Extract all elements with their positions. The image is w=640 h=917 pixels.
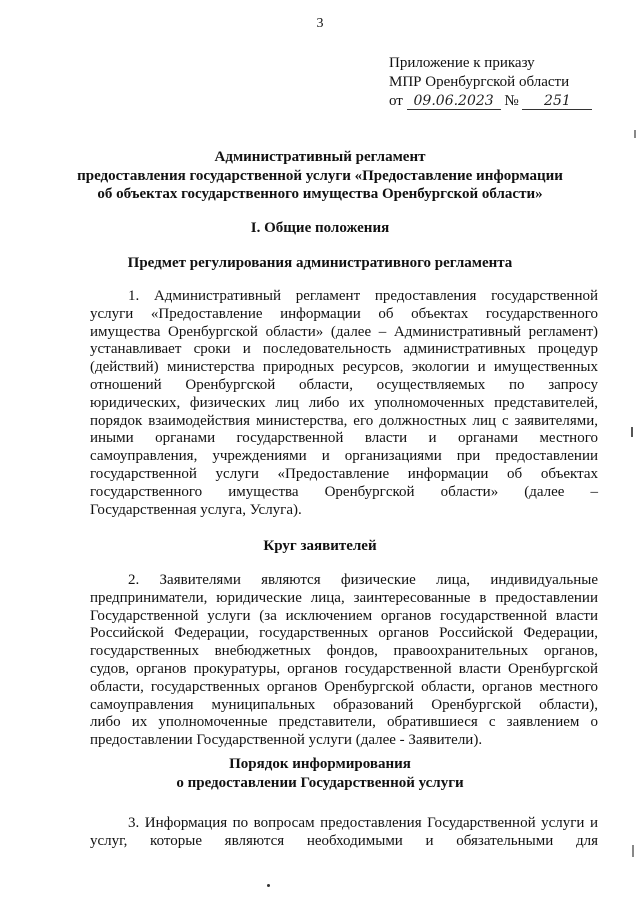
text-line: предоставлении Государственной услуги (далее - Заявители). bbox=[90, 732, 483, 749]
section-heading-general: I. Общие положения bbox=[250, 220, 390, 236]
text-line: (действий) министерства природных ресурсов, экологии и имущественных bbox=[90, 359, 598, 376]
text-line: иными органами государственной власти и органами местного bbox=[90, 430, 598, 447]
handwritten-date: 09.06.2023 bbox=[407, 94, 501, 110]
text-line: государственной услуги «Предоставление информации об объектах bbox=[90, 465, 598, 482]
paragraph-3 bbox=[90, 815, 598, 851]
text-line: предприниматели, юридические лица, заинтересованные в предоставлении bbox=[90, 589, 598, 606]
text-line: 1. Административный регламент предоставления государственной bbox=[128, 288, 598, 304]
title-line-3: об объектах государственного имущества Оренбургской области» bbox=[97, 186, 543, 202]
text-line: порядок взаимодействия министерства, его должностных лиц с заявителями, bbox=[90, 412, 598, 429]
text-line: Государственной услуги (за исключением органов государственной власти bbox=[90, 607, 598, 624]
text-line: либо их уполномоченные представители, обратившиеся с заявлением о bbox=[90, 714, 598, 731]
approval-date-line bbox=[389, 92, 592, 111]
title-line-1: Административный регламент bbox=[214, 149, 426, 165]
text-line: устанавливает сроки и последовательность административных процедур bbox=[90, 341, 598, 358]
section-heading-informing-2: о предоставлении Государственной услуги bbox=[176, 775, 464, 791]
text-line: 2. Заявителями являются физические лица, индивидуальные bbox=[128, 572, 598, 588]
text-line: Государственная услуга, Услуга). bbox=[90, 501, 302, 518]
text-line: Российской Федерации, государственных органов Российской Федерации, bbox=[90, 625, 598, 642]
subheading-subject: Предмет регулирования административного регламента bbox=[127, 255, 513, 271]
approval-block bbox=[389, 54, 592, 111]
approval-line-1: Приложение к приказу bbox=[389, 55, 535, 71]
title-line-2: предоставления государственной услуги «Предоставление информации bbox=[77, 168, 563, 184]
text-line: отношений Оренбургской области, осуществляемых по запросу bbox=[90, 376, 598, 393]
margin-mark bbox=[631, 427, 633, 437]
paragraph-1 bbox=[90, 288, 598, 519]
text-line: юридических, физических лиц либо их уполномоченных представителей, bbox=[90, 394, 598, 411]
text-line: области, государственных органов Оренбургской области, органов местного bbox=[90, 678, 598, 695]
page-number: 3 bbox=[316, 16, 324, 31]
number-prefix: № bbox=[504, 93, 519, 109]
text-line: самоуправления муниципальных образований Оренбургской области), bbox=[90, 696, 598, 713]
text-line: услуг, которые являются необходимыми и обязательными для bbox=[90, 832, 598, 849]
text-line: 3. Информация по вопросам предоставления Государственной услуги и bbox=[128, 815, 598, 831]
date-prefix: от bbox=[389, 93, 403, 109]
approval-line-2: МПР Оренбургской области bbox=[389, 74, 570, 90]
paragraph-2 bbox=[90, 572, 598, 750]
text-line: самоуправления, учреждениями и организациями при предоставлении bbox=[90, 448, 598, 465]
margin-mark bbox=[632, 845, 634, 857]
text-line: имущества Оренбургской области» (далее – Административный регламент) bbox=[90, 323, 598, 340]
handwritten-number: 251 bbox=[522, 94, 592, 110]
text-line: услуги «Предоставление информации об объектах государственного bbox=[90, 305, 598, 322]
text-line: судов, органов прокуратуры, органов государственной власти Оренбургской bbox=[90, 660, 598, 677]
text-line: государственного имущества Оренбургской области» (далее – bbox=[90, 483, 598, 500]
text-line: государственных внебюджетных фондов, правоохранительных органов, bbox=[90, 643, 598, 660]
section-heading-informing-1: Порядок информирования bbox=[229, 756, 411, 772]
margin-mark bbox=[634, 130, 636, 138]
scan-dot bbox=[267, 884, 270, 887]
section-heading-applicants: Круг заявителей bbox=[263, 538, 377, 554]
